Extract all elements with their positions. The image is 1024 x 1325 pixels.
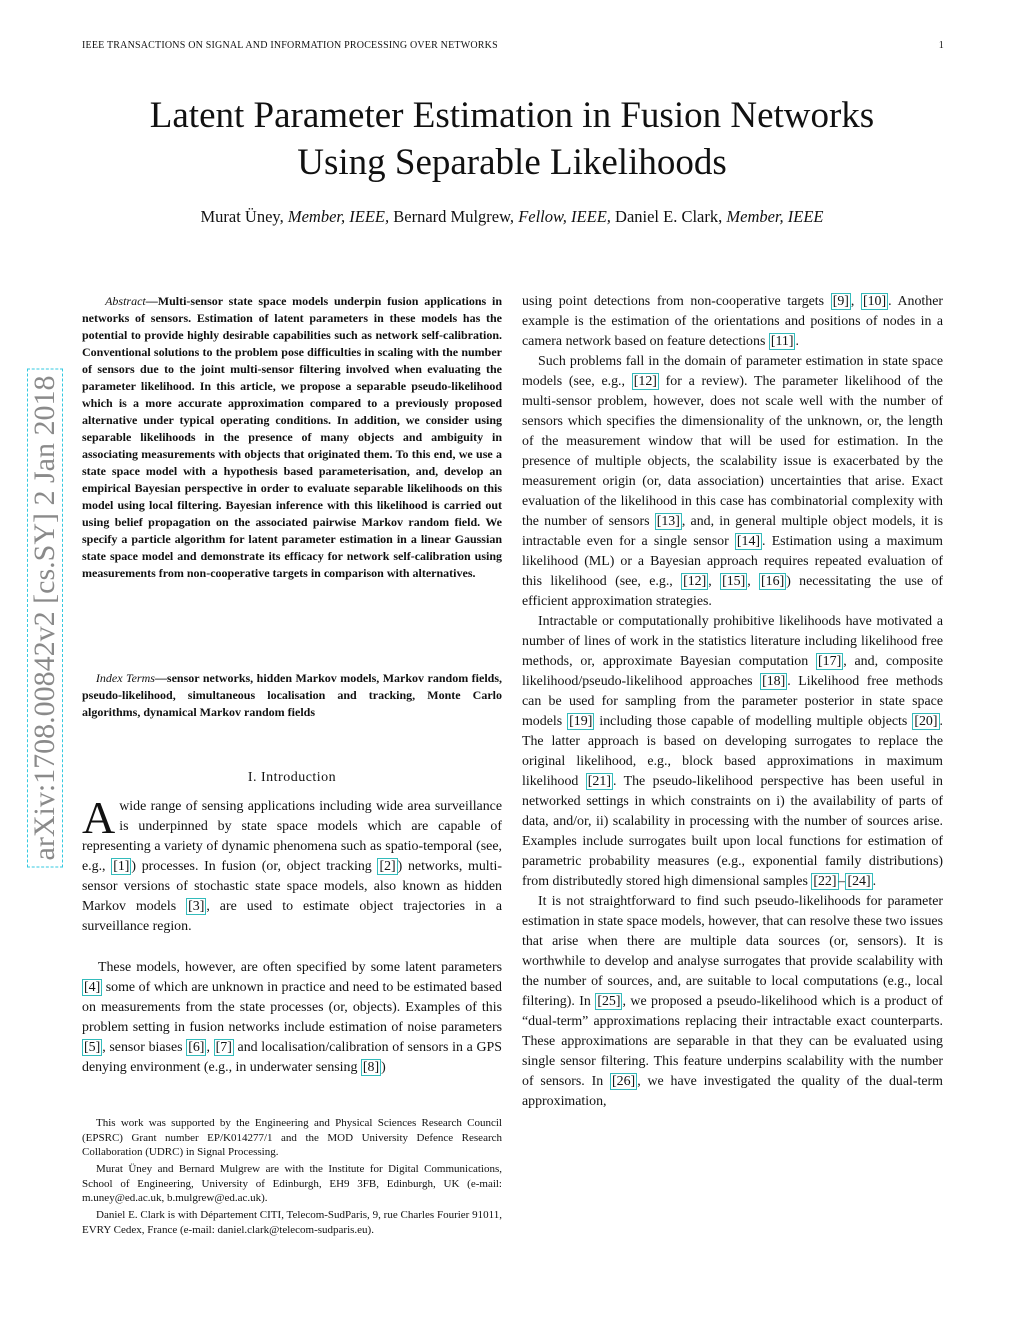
text: , we proposed a pseudo-likelihood which is a product of “dual-term” approximations replacing their intractable exact counterparts. These approximations are separable in that they can be evaluated using single sensor filtering. This feature underpins scalability with the number of sensors. In [522,994,944,1089]
text: , [708,574,721,589]
citation-link[interactable]: [25] [597,994,621,1009]
citation-link[interactable]: [13] [656,514,680,529]
citation-link[interactable]: [9] [832,294,849,309]
paragraph [522,352,943,612]
author-role: Member, IEEE [726,207,824,226]
citation-link[interactable]: [16] [761,574,785,589]
text: ) networks, multi-sensor versions of stochastic state space models, also known as hidden Markov models [82,859,502,914]
text: . The pseudo-likelihood perspective has been useful in networked settings in which constraints on i) the availability of parts of data, and/or, ii) scalability in processing with the number of sources arise. Examples include surrogates built upon local functions for estimation of parametric probability measures (e.g., exponential family distributions) from distributedly stored high dimensional samples [522,774,943,889]
footnote-affiliation-2: Daniel E. Clark is with Département CITI, Telecom-SudParis, 9, rue Charles Fourier 91011, EVRY Cedex, France (e-mail: daniel.clark@telecom-sudparis.eu). [82,1209,502,1236]
intro-paragraph-2 [82,958,502,1078]
citation-link[interactable]: [6] [188,1040,205,1055]
text: for a review). The parameter likelihood of the multi-sensor problem, however, does not scale well with the number of sensors which specifies the dimensionality of the unknown, or, the length of the measurement window that will be used for estimation. In the presence of multiple objects, the scalability issue is exacerbated by the measurement origin (or, data association) uncertainties that arise. Exact evaluation of the likelihood in this case has combinatorial complexity with the number of sensors [522,374,943,529]
citation-link[interactable]: [18] [762,674,786,689]
text: ) necessitating the use of efficient approximation strategies. [522,574,943,609]
text: ) [381,1060,386,1075]
text: It is not straightforward to find such pseudo-likelihoods for parameter estimation in state space models, however, that can resolve these two issues that arise when there are multiple data sources (or, sensors). It is worthwhile to develop and analyse surrogates that provide scalability with the number of sources, and, are suitable to local computations (e.g., local filtering). In [522,894,943,1009]
text: . Estimation using a maximum likelihood (ML) or a Bayesian approach requires repeated evaluation of this likelihood (see, e.g., [522,534,943,589]
text: , and, in general multiple object models, it is intractable even for a single sensor [522,514,944,549]
text: , [850,294,861,309]
arxiv-stamp[interactable] [30,338,60,898]
author-name: Murat Üney, [200,207,284,226]
citation-link[interactable]: [3] [188,899,205,914]
intro-paragraph-1 [82,792,502,937]
text: – [838,874,846,889]
citation-link[interactable]: [8] [362,1060,380,1075]
text: ) processes. In fusion (or, object tracking [131,859,378,874]
section-heading: I. Introduction [247,770,337,785]
text: , and, composite likelihood/pseudo-likelihood approaches [522,654,943,689]
text: . Another example is the estimation of the orientations and positions of nodes in a camera network based on feature detections [522,294,943,349]
citation-link[interactable]: [20] [914,714,938,729]
journal-name: IEEE TRANSACTIONS ON SIGNAL AND INFORMATION PROCESSING OVER NETWORKS [82,40,498,51]
abstract-text: —Multi-sensor state space models underpin fusion applications in networks of sensors. Estimation of latent parameters in these models has the potential to provide highly desirable capabilities such as network self-calibration. Conventional solutions to the problem pose difficulties in scaling with the number of sensors due to the joint multi-sensor filtering involved when evaluating the parameter likelihood. In this article, we propose a separable pseudo-likelihood which is a more accurate approximation compared to a previously proposed alternative under typical operating conditions. In addition, we consider using separable likelihoods in the presence of many objects and ambiguity in associating measurements with objects that originated them. To this end, we use a state space model with a hypothesis based parameterisation, and, develop an empirical Bayesian perspective in order to evaluate separable likelihoods on this model using local filtering. Bayesian inference with this likelihood is carried out using belief propagation on the associated pairwise Markov random field. We specify a particle algorithm for latent parameter estimation in a linear Gaussian state space model and demonstrate its efficacy for network self-calibration using measurements from non-cooperative targets in comparison with alternatives. [82,294,502,580]
index-terms [82,670,502,721]
citation-link[interactable]: [7] [215,1040,232,1055]
author-role: Fellow, IEEE, [518,207,611,226]
text: , sensor biases [102,1040,187,1055]
index-terms-text: —sensor networks, hidden Markov models, Markov random fields, pseudo-likelihood, simultaneous localisation and tracking, Monte Carlo algorithms, dynamical Markov random fields [82,671,503,719]
text: . [872,874,877,889]
citation-link[interactable]: [17] [818,654,842,669]
running-header [82,40,944,51]
footnote-affiliation-1: Murat Üney and Bernard Mulgrew are with the Institute for Digital Communications, School of Engineering, University of Edinburgh, EH9 3FB, Edinburgh, UK (e-mail: m.uney@ed.ac.uk, b.mulgrew@ed.ac.uk). [82,1163,502,1204]
abstract [82,293,502,582]
text: Such problems fall in the domain of parameter estimation in state space models (see, e.g., [522,354,943,389]
citation-link[interactable]: [12] [683,574,707,589]
drop-cap: A [82,792,116,843]
text: and localisation/calibration of sensors in a GPS denying environment (e.g., in underwater sensing [82,1040,503,1075]
title-line-2: Using Separable Likelihoods [297,142,727,183]
text: . The latter approach is based on developing surrogates to replace the original likelihood, e.g., block based approximations in maximum likelihood [522,714,943,789]
text: These models, however, are often specified by some latent parameters [98,960,502,975]
paragraph [522,892,943,1112]
page-number: 1 [938,40,944,51]
text: wide range of sensing applications including wide area surveillance is underpinned by state space models which are capable of representing a variety of dynamic phenomena such as spatio-temporal (see, e.g., [82,799,502,874]
abstract-label: Abstract [105,294,146,308]
citation-link[interactable]: [21] [587,774,611,789]
citation-link[interactable]: [22] [813,874,837,889]
right-column [522,292,943,1112]
citation-link[interactable]: [2] [379,859,396,874]
citation-link[interactable]: [15] [722,574,746,589]
author-list [0,207,1024,227]
footnote-funding: This work was supported by the Engineering and Physical Sciences Research Council (EPSRC) Grant number EP/K014277/1 and the MOD University Defence Research Collaboration (UDRC) in Signal Processing. [82,1117,502,1158]
citation-link[interactable]: [10] [862,294,887,309]
citation-link[interactable]: [12] [633,374,657,389]
citation-link[interactable]: [14] [736,534,761,549]
citation-link[interactable]: [5] [84,1040,101,1055]
citation-link[interactable]: [11] [770,334,794,349]
author-name: Bernard Mulgrew, [393,207,515,226]
text: , we have investigated the quality of the dual-term approximation, [522,1074,943,1109]
author-role: Member, IEEE, [287,207,390,226]
text: some of which are unknown in practice and need to be estimated based on measurements from the state processes (or, objects). Examples of this problem setting in fusion networks include estimation of noise parameters [82,980,502,1035]
index-terms-label: Index Terms [95,671,155,685]
text: Intractable or computationally prohibitive likelihoods have motivated a number of lines of work in the statistics literature including likelihood free methods, or, approximate Bayesian computation [522,614,943,669]
text: . [795,334,799,349]
paragraph [522,612,943,892]
arxiv-identifier[interactable]: arXiv:1708.00842v2 [cs.SY] 2 Jan 2018 [27,369,63,868]
author-name: Daniel E. Clark, [615,207,723,226]
text: including those capable of modelling multiple objects [594,714,913,729]
citation-link[interactable]: [26] [612,1074,636,1089]
citation-link[interactable]: [1] [113,859,130,874]
paper-title [0,92,1024,186]
text: , [206,1040,214,1055]
citation-link[interactable]: [19] [569,714,593,729]
citation-link[interactable]: [4] [84,980,101,995]
text: . Likelihood free methods can be used for sampling from the parameter posterior in state space models [522,674,944,729]
text: using point detections from non-cooperative targets [522,294,831,309]
citation-link[interactable]: [24] [847,874,871,889]
title-line-1: Latent Parameter Estimation in Fusion Networks [149,95,875,136]
text: , are used to estimate object trajectories in a surveillance region. [82,899,502,934]
paragraph [522,292,943,352]
text: , [747,574,760,589]
